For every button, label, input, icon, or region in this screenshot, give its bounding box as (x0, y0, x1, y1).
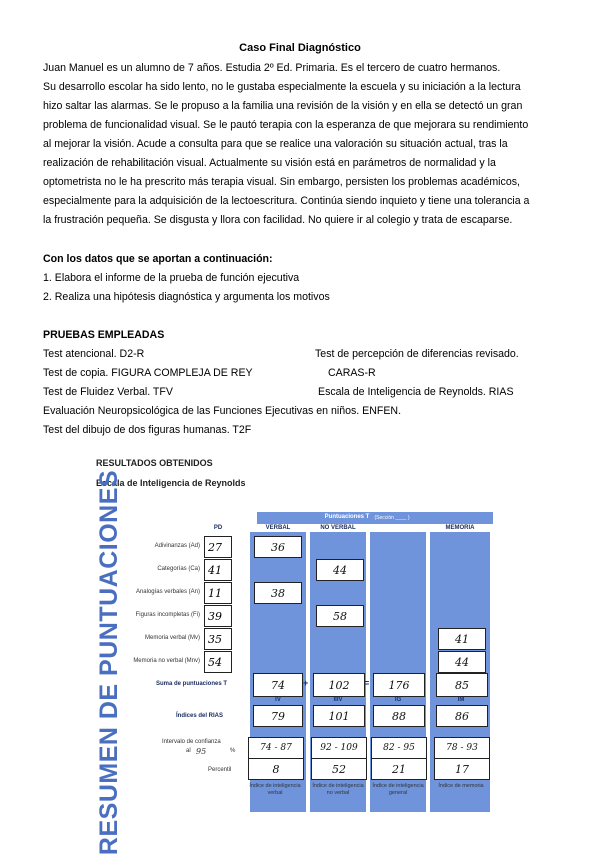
task-heading: Con los datos que se aportan a continuación: (43, 253, 273, 265)
t-score-noverbal: 44 (316, 559, 364, 581)
percentile-value: 8 (248, 758, 304, 780)
index-code: IV (275, 697, 281, 703)
ci-level-suffix: % (230, 748, 236, 754)
test-item: Test del dibujo de dos figuras humanas. T2F (43, 424, 252, 436)
index-code: IM (457, 697, 465, 703)
sum-noverbal: 102 (313, 673, 365, 697)
ci-level: 95 (196, 747, 207, 756)
row-label: Memoria verbal (Mv) (144, 635, 200, 641)
t-score-verbal: 38 (254, 582, 302, 604)
index-ig: 88 (373, 705, 425, 727)
page-title: Caso Final Diagnóstico (239, 42, 361, 54)
results-figure (90, 452, 500, 855)
index-footer: Índice de inteligencia verbal (249, 783, 301, 796)
index-im: 86 (436, 705, 488, 727)
index-code: IIIV (333, 697, 343, 703)
case-line: Su desarrollo escolar ha sido lento, no le gustaba especialmente la escuela y su iniciación a la lectura (43, 81, 521, 93)
ci-value: 78 - 93 (434, 737, 490, 759)
percentile-label: Percentil (208, 767, 232, 773)
figure-heading: RESULTADOS OBTENIDOS (96, 458, 213, 468)
col-header-memoria: MEMORIA (445, 525, 475, 531)
ci-value: 82 - 95 (371, 737, 427, 759)
test-item: Test de copia. FIGURA COMPLEJA DE REY (43, 367, 253, 379)
ci-value: 92 - 109 (311, 737, 367, 759)
case-line: al mejorar la visión. Acude a consulta para que se realice una valoración su situación actual, tras la (43, 138, 508, 150)
pd-value: 11 (204, 582, 232, 604)
percentile-value: 21 (371, 758, 427, 780)
case-line: Juan Manuel es un alumno de 7 años. Estudia 2º Ed. Primaria. Es el tercero de cuatro hermanos. (43, 62, 501, 74)
row-label: Memoria no verbal (Mnv) (133, 658, 200, 664)
row-label: Adivinanzas (Ad) (154, 543, 200, 549)
index-footer: Índice de inteligencia no verbal (312, 783, 364, 796)
index-footer: Índice de memoria (438, 783, 484, 789)
index-label: Índices del RIAS (176, 713, 224, 719)
col-header-pd: PD (213, 525, 223, 531)
t-score-memoria: 44 (438, 651, 486, 673)
scores-header-note: (Sección ____ ) (374, 515, 410, 521)
index-code: IG (394, 697, 402, 703)
pd-value: 27 (204, 536, 232, 558)
col-header-verbal: VERBAL (265, 525, 291, 531)
sum-verbal: 74 (253, 673, 303, 697)
scores-header: Puntuaciones T (324, 514, 370, 520)
col-header-noverbal: NO VERBAL (320, 525, 356, 531)
test-item: Test de Fluidez Verbal. TFV (43, 386, 173, 398)
test-item: CARAS-R (328, 367, 376, 379)
plus-sign: + (303, 678, 309, 688)
row-label: Figuras incompletas (Fi) (135, 612, 200, 618)
index-inv: 101 (313, 705, 365, 727)
row-label: Analogías verbales (An) (135, 589, 200, 595)
index-iv: 79 (253, 705, 303, 727)
case-line: realización de rehabilitación visual. Actualmente su visión está en parámetros de normalidad y la (43, 157, 496, 169)
test-item: Test atencional. D2-R (43, 348, 145, 360)
equals-sign: = (364, 678, 370, 688)
test-item: Escala de Inteligencia de Reynolds. RIAS (318, 386, 514, 398)
case-line: especialmente para la adquisición de la lectoescritura. Continúa siendo inquieto y tiene una tolerancia a (43, 195, 530, 207)
task-item: 2. Realiza una hipótesis diagnóstica y argumenta los motivos (43, 291, 330, 303)
tests-heading: PRUEBAS EMPLEADAS (43, 329, 165, 341)
row-label: Categorías (Ca) (157, 566, 200, 572)
side-title: RESUMEN DE PUNTUACIONES (95, 469, 124, 855)
sum-label: Suma de puntuaciones T (156, 681, 228, 687)
figure-subheading: Escala de Inteligencia de Reynolds (96, 478, 246, 488)
sum-general: 176 (373, 673, 425, 697)
case-line: la frustración pequeña. Se disgusta y llora con facilidad. No quiere ir al colegio y trata de escaparse. (43, 214, 513, 226)
sum-memoria: 85 (436, 673, 488, 697)
case-line: problema de funcionalidad visual. Se le pautó terapia con la esperanza de que mejorara su rendimiento (43, 119, 529, 131)
percentile-value: 17 (434, 758, 490, 780)
t-score-memoria: 41 (438, 628, 486, 650)
pd-value: 41 (204, 559, 232, 581)
t-score-verbal: 36 (254, 536, 302, 558)
percentile-value: 52 (311, 758, 367, 780)
pd-value: 39 (204, 605, 232, 627)
ci-value: 74 - 87 (248, 737, 304, 759)
case-line: hizo saltar las alarmas. Se le propuso a la familia una revisión de la visión y en ella se detectó un gran (43, 100, 523, 112)
ci-label: Intervalo de confianza (162, 739, 221, 745)
pd-value: 35 (204, 628, 232, 650)
task-item: 1. Elabora el informe de la prueba de función ejecutiva (43, 272, 300, 284)
test-item: Evaluación Neuropsicológica de las Funciones Ejecutivas en niños. ENFEN. (43, 405, 402, 417)
ci-level-prefix: al (186, 748, 191, 754)
test-item: Test de percepción de diferencias revisado. (315, 348, 519, 360)
pd-value: 54 (204, 651, 232, 673)
index-footer: Índice de inteligencia general (372, 783, 424, 796)
t-score-noverbal: 58 (316, 605, 364, 627)
case-line: optometrista no le ha prescrito más terapia visual. Sin embargo, persisten los problemas académicos, (43, 176, 520, 188)
